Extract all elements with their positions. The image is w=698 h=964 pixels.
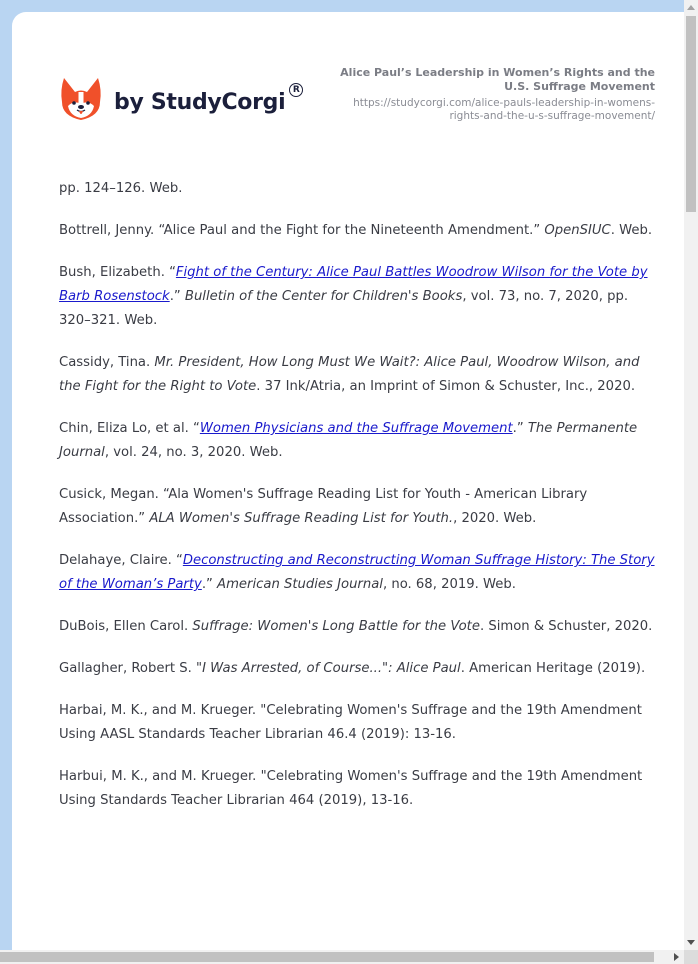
reference-entry — [59, 261, 659, 333]
reference-text: . Web. — [610, 223, 653, 238]
logo-text: by StudyCorgi — [114, 89, 286, 115]
corgi-icon — [60, 76, 102, 122]
reference-entry — [59, 657, 659, 681]
reference-entry — [59, 765, 659, 813]
reference-text: Gallagher, Robert S. — [59, 661, 197, 676]
reference-link[interactable]: Deconstructing and Reconstructing Woman Suffrage History: The Story of the Woman’s Party — [59, 553, 655, 592]
reference-text: Bush, Elizabeth. “ — [59, 265, 176, 280]
reference-entry — [59, 351, 659, 399]
document-meta — [325, 66, 655, 123]
references-list — [59, 177, 659, 831]
reference-text: Chin, Eliza Lo, et al. “ — [59, 421, 200, 436]
scroll-right-arrow-icon[interactable] — [674, 953, 679, 961]
reference-text: . Simon & Schuster, 2020. — [479, 619, 653, 634]
reference-entry — [59, 219, 659, 243]
reference-link[interactable]: Fight of the Century: Alice Paul Battles Woodrow Wilson for the Vote by Barb Rosenstock — [59, 265, 648, 304]
registered-mark-icon: R — [289, 83, 303, 97]
vertical-scroll-thumb[interactable] — [686, 16, 696, 212]
reference-source: "I Was Arrested, of Course...": Alice Paul — [196, 661, 461, 676]
document-url[interactable]: https://studycorgi.com/alice-pauls-leadership-in-womens-rights-and-the-u-s-suffrage-movement/ — [353, 97, 655, 122]
reference-entry — [59, 699, 659, 747]
reference-entry — [59, 549, 659, 597]
vertical-scrollbar[interactable] — [684, 0, 698, 950]
reference-text: .” — [169, 289, 185, 304]
reference-text: Harbui, M. K., and M. Krueger. "Celebrating Women's Suffrage and the 19th Amendment Using Standards Teacher Librarian 464 (2019), 13-16. — [59, 769, 643, 808]
reference-text: , no. 68, 2019. Web. — [382, 577, 516, 592]
page-header — [12, 12, 684, 162]
reference-text: Bottrell, Jenny. “Alice Paul and the Fight for the Nineteenth Amendment.” — [59, 223, 545, 238]
reference-text: pp. 124–126. Web. — [59, 181, 183, 196]
reference-text: , vol. 73, no. 7, 2020, pp. 320–321. Web. — [59, 289, 629, 328]
reference-text: . American Heritage (2019). — [460, 661, 646, 676]
reference-source: Bulletin of the Center for Children's Books — [184, 289, 463, 304]
studycorgi-logo[interactable] — [60, 76, 303, 122]
reference-text: Cassidy, Tina. — [59, 355, 155, 370]
reference-text: Cusick, Megan. “Ala Women's Suffrage Reading List for Youth - American Library Association.” — [59, 487, 588, 526]
scrollbar-corner — [684, 950, 698, 964]
reference-source: Suffrage: Women's Long Battle for the Vote — [192, 619, 480, 634]
reference-entry — [59, 483, 659, 531]
reference-source: American Studies Journal — [217, 577, 383, 592]
reference-source: OpenSIUC — [544, 223, 611, 238]
reference-entry — [59, 177, 659, 201]
reference-text: DuBois, Ellen Carol. — [59, 619, 193, 634]
reference-text: , 2020. Web. — [453, 511, 537, 526]
reference-entry — [59, 417, 659, 465]
reference-text: . 37 Ink/Atria, an Imprint of Simon & Schuster, Inc., 2020. — [256, 379, 636, 394]
scroll-down-arrow-icon[interactable] — [687, 940, 695, 945]
reference-source: Mr. President, How Long Must We Wait?: Alice Paul, Woodrow Wilson, and the Fight for the Right to Vote — [59, 355, 640, 394]
scroll-up-arrow-icon[interactable] — [687, 5, 695, 10]
reference-link[interactable]: Women Physicians and the Suffrage Movement — [199, 421, 513, 436]
reference-text: Delahaye, Claire. “ — [59, 553, 183, 568]
reference-source: ALA Women's Suffrage Reading List for Youth. — [149, 511, 454, 526]
horizontal-scrollbar[interactable] — [0, 950, 684, 964]
document-page — [12, 12, 684, 950]
horizontal-scroll-thumb[interactable] — [0, 952, 654, 962]
reference-text: , vol. 24, no. 3, 2020. Web. — [104, 445, 283, 460]
reference-text: Harbai, M. K., and M. Krueger. "Celebrating Women's Suffrage and the 19th Amendment Using AASL Standards Teacher Librarian 46.4 (2019): 13-16. — [59, 703, 642, 742]
document-title: Alice Paul’s Leadership in Women’s Rights and the U.S. Suffrage Movement — [340, 66, 655, 93]
reference-text: .” — [512, 421, 528, 436]
reference-entry — [59, 615, 659, 639]
reference-text: .” — [201, 577, 218, 592]
reference-source: The Permanente Journal — [59, 421, 638, 460]
